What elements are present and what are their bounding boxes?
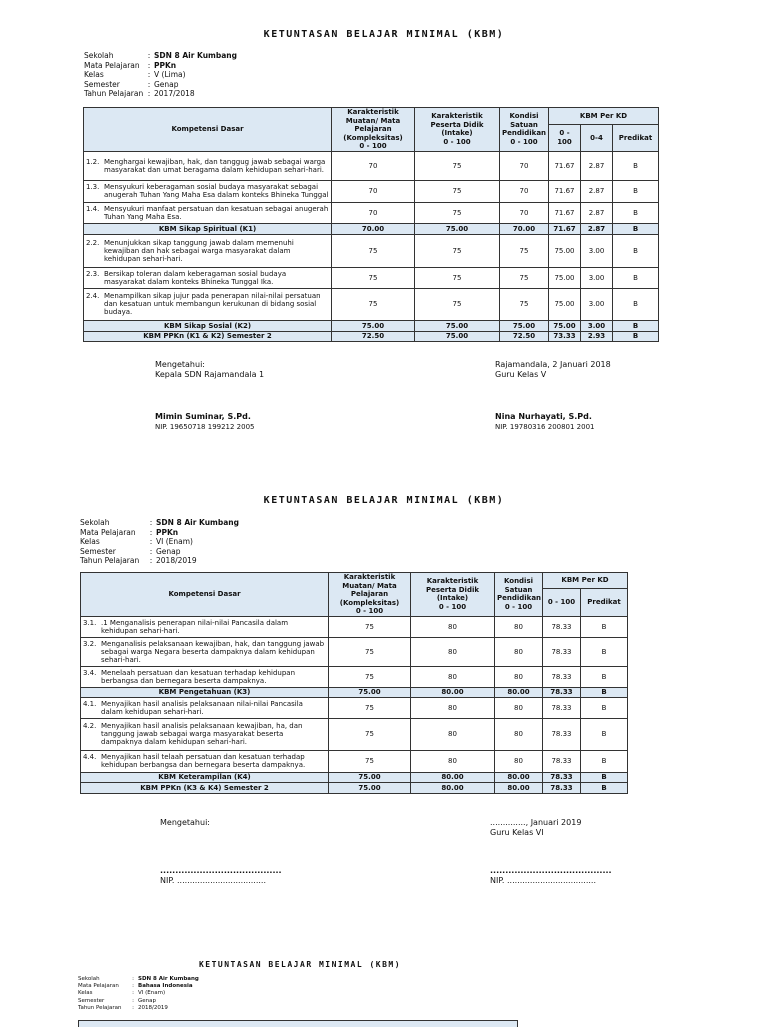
- info-label: Tahun Pelajaran: [84, 89, 144, 99]
- ks-value: 80.00: [495, 782, 543, 793]
- info-label: Sekolah: [80, 518, 110, 527]
- summary-label: KBM PPKn (K3 & K4) Semester 2: [81, 782, 329, 793]
- sign-position: Guru Kelas VI: [490, 828, 544, 837]
- predikat-value: B: [581, 772, 628, 782]
- ks-value: 70: [500, 202, 549, 223]
- info-label: Semester: [80, 546, 116, 556]
- info-label: Semester: [78, 997, 105, 1004]
- table-row: [81, 666, 628, 687]
- table-row: [81, 718, 628, 750]
- pd-value: 80: [411, 750, 495, 772]
- ks-value: 80: [495, 666, 543, 687]
- info-value: PPKn: [156, 527, 179, 537]
- pd-value: 75: [415, 180, 500, 202]
- kbm-value: 71.67: [549, 151, 581, 180]
- kd-text: .1 Menganalisis penerapan nilai-nilai Pancasila dalam kehidupan sehari-hari.: [101, 618, 289, 635]
- info-label: Kelas: [78, 990, 93, 997]
- pd-value: 80: [411, 697, 495, 718]
- kbm-value: 78.33: [543, 750, 581, 772]
- kd-number: 3.2.: [83, 639, 97, 648]
- pd-value: 75.00: [415, 223, 500, 234]
- kbm-scale4-value: 3.00: [581, 320, 613, 331]
- kd-cell: [84, 151, 332, 180]
- summary-label: KBM Sikap Sosial (K2): [84, 320, 332, 331]
- kbm-value: 75.00: [549, 234, 581, 267]
- info-value: Bahasa Indonesia: [138, 983, 193, 990]
- doc3-info: Sekolah : SDN 8 Air Kumbang Mata Pelajaran : Bahasa Indonesia Kelas : VI (Enam) Semester : Genap Tahun Pelajaran : 2018/2019: [78, 976, 199, 1011]
- info-value: PPKn: [154, 60, 177, 70]
- km-value: 72.50: [332, 331, 415, 341]
- kd-cell: [84, 180, 332, 202]
- kd-cell: [84, 267, 332, 288]
- kbm-value: 78.33: [543, 687, 581, 697]
- info-value: Genap: [156, 546, 181, 556]
- kd-number: 1.3.: [86, 183, 100, 192]
- predikat-value: B: [581, 718, 628, 750]
- doc1-sign-right: [495, 360, 611, 432]
- pd-value: 75.00: [415, 320, 500, 331]
- info-value: SDN 8 Air Kumbang: [154, 51, 238, 60]
- summary-row: [81, 687, 628, 697]
- table-row: [84, 180, 659, 202]
- kd-text: Menyajikan hasil telaah persatuan dan kesatuan terhadap kehidupan berbangsa dan bernegara beserta dampaknya.: [101, 753, 306, 770]
- kbm-scale4-value: 2.87: [581, 223, 613, 234]
- kbm-scale4-value: 2.87: [581, 202, 613, 223]
- predikat-value: B: [613, 202, 659, 223]
- pd-value: 75: [415, 288, 500, 320]
- kbm-table-1: [83, 107, 659, 342]
- kbm-value: 78.33: [543, 772, 581, 782]
- kd-cell: [81, 697, 329, 718]
- kd-number: 4.1.: [83, 699, 97, 708]
- kbm-scale4-value: 3.00: [581, 234, 613, 267]
- sign-name: Nina Nurhayati, S.Pd.: [495, 412, 592, 421]
- sign-name: Mimin Suminar, S.Pd.: [155, 412, 251, 421]
- kd-cell: [84, 202, 332, 223]
- table-row: [84, 202, 659, 223]
- kbm-scale4-value: 2.87: [581, 151, 613, 180]
- summary-label: KBM PPKn (K1 & K2) Semester 2: [84, 331, 332, 341]
- summary-row: [84, 331, 659, 341]
- km-value: 75.00: [329, 687, 411, 697]
- predikat-value: B: [581, 750, 628, 772]
- sign-label: Mengetahui:: [160, 818, 210, 827]
- km-value: 75: [329, 637, 411, 666]
- sign-label: Mengetahui:: [155, 360, 205, 369]
- table-row: [84, 151, 659, 180]
- pd-value: 80.00: [411, 782, 495, 793]
- km-value: 75: [332, 234, 415, 267]
- info-label: Mata Pelajaran: [84, 60, 140, 70]
- ks-value: 80: [495, 697, 543, 718]
- info-label: Mata Pelajaran: [80, 527, 136, 537]
- table-row: [81, 697, 628, 718]
- table-row: [84, 234, 659, 267]
- pd-value: 80: [411, 637, 495, 666]
- kd-text: Mensyukuri manfaat persatuan dan kesatuan sebagai anugerah Tuhan Yang Maha Esa.: [104, 204, 329, 221]
- km-value: 75: [329, 718, 411, 750]
- pd-value: 75: [415, 202, 500, 223]
- kbm-scale4-value: 2.87: [581, 180, 613, 202]
- header-karakteristik-muatan: Karakteristik Muatan/ Mata Pelajaran (Kompleksitas) 0 - 100: [332, 108, 415, 152]
- table-row: [81, 750, 628, 772]
- predikat-value: B: [613, 234, 659, 267]
- doc1-info: Sekolah : SDN 8 Air Kumbang Mata Pelajaran : PPKn Kelas : V (Lima) Semester : Genap Tahun Pelajaran : 2017/2018: [84, 51, 238, 99]
- ks-value: 80: [495, 616, 543, 637]
- kd-text: Menyajikan hasil analisis pelaksanaan kewajiban, ha, dan tanggung jawab sebagai warga masyarakat beserta dampaknya dalam kehidupan sehari-hari.: [101, 722, 303, 747]
- predikat-value: B: [613, 267, 659, 288]
- info-label: Kelas: [80, 537, 100, 547]
- header-scale-100: 0 - 100: [549, 124, 581, 151]
- kd-text: Menunjukkan sikap tanggung jawab dalam memenuhi kewajiban dan hak sebagai warga masyarakat dalam kehidupan sehari-hari.: [104, 238, 294, 263]
- header-kompetensi-dasar: Kompetensi Dasar: [84, 108, 332, 152]
- sign-place-date: Rajamandala, 2 Januari 2018: [495, 360, 611, 369]
- kd-cell: [81, 616, 329, 637]
- doc2-sign-left: [160, 818, 282, 886]
- pd-value: 80: [411, 666, 495, 687]
- info-value: V (Lima): [154, 70, 186, 80]
- kd-number: 4.4.: [83, 753, 97, 762]
- kbm-value: 78.33: [543, 637, 581, 666]
- predikat-value: B: [613, 331, 659, 341]
- km-value: 70: [332, 202, 415, 223]
- sign-position: Guru Kelas V: [495, 370, 547, 379]
- predikat-value: B: [581, 616, 628, 637]
- header-kbm-per-kd: KBM Per KD: [543, 573, 628, 589]
- header-scale-100: 0 - 100: [543, 589, 581, 617]
- summary-label: KBM Pengetahuan (K3): [81, 687, 329, 697]
- summary-row: [84, 223, 659, 234]
- info-value: 2017/2018: [154, 89, 195, 99]
- doc1-title: KETUNTASAN BELAJAR MINIMAL (KBM): [263, 29, 505, 40]
- kbm-scale4-value: 3.00: [581, 288, 613, 320]
- kbm-value: 71.67: [549, 180, 581, 202]
- ks-value: 80: [495, 637, 543, 666]
- ks-value: 70: [500, 151, 549, 180]
- kbm-scale4-value: 3.00: [581, 267, 613, 288]
- km-value: 75: [332, 288, 415, 320]
- km-value: 75: [329, 697, 411, 718]
- predikat-value: B: [613, 151, 659, 180]
- predikat-value: B: [581, 782, 628, 793]
- kbm-value: 75.00: [549, 288, 581, 320]
- kbm-scale4-value: 2.93: [581, 331, 613, 341]
- header-predikat: Predikat: [613, 124, 659, 151]
- pd-value: 80: [411, 718, 495, 750]
- header-kompetensi-dasar: Kompetensi Dasar: [81, 573, 329, 617]
- ks-value: 80: [495, 718, 543, 750]
- info-label: Tahun Pelajaran: [80, 556, 140, 566]
- ks-value: 70: [500, 180, 549, 202]
- kd-text: Mensyukuri keberagaman sosial budaya masyarakat sebagai anugerah Tuhan Yang Maha Esa dalam konteks Bhineka Tunggal: [104, 183, 329, 200]
- ks-value: 80.00: [495, 687, 543, 697]
- info-label: Semester: [84, 79, 120, 89]
- sign-nip: NIP. 19780316 200801 2001: [495, 423, 595, 431]
- kd-number: 1.4.: [86, 204, 100, 213]
- predikat-value: B: [613, 320, 659, 331]
- kd-text: Menyajikan hasil analisis pelaksanaan nilai-nilai Pancasila dalam kehidupan sehari-hari.: [101, 699, 303, 716]
- ks-value: 70.00: [500, 223, 549, 234]
- pd-value: 80.00: [411, 687, 495, 697]
- info-label: Sekolah: [84, 51, 114, 60]
- kd-number: 2.2.: [86, 238, 100, 247]
- predikat-value: B: [613, 223, 659, 234]
- header-kbm-per-kd: KBM Per KD: [549, 108, 659, 125]
- kbm-value: 71.67: [549, 202, 581, 223]
- pd-value: 75: [415, 234, 500, 267]
- kd-text: Menelaah persatuan dan kesatuan terhadap kehidupan berbangsa dan bernegara beserta dampaknya.: [101, 668, 296, 685]
- summary-row: [81, 772, 628, 782]
- predikat-value: B: [613, 180, 659, 202]
- table-row: [81, 616, 628, 637]
- summary-row: [81, 782, 628, 793]
- kbm-value: 75.00: [549, 320, 581, 331]
- info-value: SDN 8 Air Kumbang: [156, 518, 240, 527]
- predikat-value: B: [581, 637, 628, 666]
- doc1-sign-left: [155, 360, 264, 432]
- kbm-value: 73.33: [549, 331, 581, 341]
- kbm-value: 78.33: [543, 782, 581, 793]
- header-kondisi-satuan: Kondisi Satuan Pendidikan 0 - 100: [500, 108, 549, 152]
- summary-label: KBM Keterampilan (K4): [81, 772, 329, 782]
- table-row: [84, 288, 659, 320]
- sign-name: ........................................: [160, 866, 282, 875]
- kbm-value: 78.33: [543, 616, 581, 637]
- ks-value: 75: [500, 288, 549, 320]
- info-value: 2018/2019: [156, 556, 197, 566]
- kd-cell: [81, 666, 329, 687]
- km-value: 75: [329, 666, 411, 687]
- kd-text: Menganalisis pelaksanaan kewajiban, hak, dan tanggung jawab sebagai warga Negara beserta dampaknya dalam kehidupan sehari-hari.: [101, 639, 325, 664]
- kd-cell: [81, 637, 329, 666]
- sign-nip: NIP. 19650718 199212 2005: [155, 423, 255, 431]
- doc3-title: KETUNTASAN BELAJAR MINIMAL (KBM): [198, 960, 402, 969]
- header-predikat: Predikat: [581, 589, 628, 617]
- kd-text: Menghargai kewajiban, hak, dan tanggug jawab sebagai warga masyarakat dan umat beragama dalam kehidupan sehari-hari.: [104, 157, 326, 174]
- ks-value: 75: [500, 267, 549, 288]
- info-value: SDN 8 Air Kumbang: [138, 976, 199, 982]
- sign-nip: NIP. ...................................: [160, 876, 267, 885]
- kbm-value: 78.33: [543, 666, 581, 687]
- header-scale-4: 0-4: [581, 124, 613, 151]
- kd-text: Menampilkan sikap jujur pada penerapan nilai-nilai persatuan dan kesatuan untuk membangun kerukunan di bidang sosial budaya.: [104, 292, 321, 317]
- sign-name: ........................................: [490, 866, 612, 875]
- kbm-value: 78.33: [543, 718, 581, 750]
- km-value: 70.00: [332, 223, 415, 234]
- km-value: 75.00: [332, 320, 415, 331]
- ks-value: 80.00: [495, 772, 543, 782]
- info-value: VI (Enam): [138, 990, 166, 997]
- info-value: Genap: [154, 79, 179, 89]
- km-value: 70: [332, 180, 415, 202]
- summary-row: [84, 320, 659, 331]
- predikat-value: B: [581, 697, 628, 718]
- doc2-title: KETUNTASAN BELAJAR MINIMAL (KBM): [263, 495, 505, 506]
- info-value: Genap: [138, 997, 156, 1004]
- kd-number: 4.2.: [83, 722, 97, 731]
- header-kondisi-satuan: Kondisi Satuan Pendidikan 0 - 100: [495, 573, 543, 617]
- km-value: 75.00: [329, 772, 411, 782]
- kd-number: 3.1.: [83, 618, 97, 627]
- kd-cell: [81, 718, 329, 750]
- pd-value: 80.00: [411, 772, 495, 782]
- kd-cell: [84, 234, 332, 267]
- predikat-value: B: [613, 288, 659, 320]
- sign-place-date: .............., Januari 2019: [490, 818, 582, 827]
- pd-value: 80: [411, 616, 495, 637]
- kd-text: Bersikap toleran dalam keberagaman sosial budaya masyarakat dalam konteks Bhineka Tunggal Ika.: [104, 269, 287, 286]
- kd-cell: [84, 288, 332, 320]
- info-label: Tahun Pelajaran: [78, 1004, 122, 1011]
- pd-value: 75: [415, 267, 500, 288]
- header-karakteristik-peserta: Karakteristik Peserta Didik (Intake) 0 - 100: [411, 573, 495, 617]
- header-karakteristik-peserta: Karakteristik Peserta Didik (Intake) 0 - 100: [415, 108, 500, 152]
- doc2-info: Sekolah : SDN 8 Air Kumbang Mata Pelajaran : PPKn Kelas : VI (Enam) Semester : Genap Tahun Pelajaran : 2018/2019: [80, 518, 240, 566]
- info-label: Mata Pelajaran: [78, 983, 119, 990]
- info-value: 2018/2019: [138, 1004, 168, 1011]
- info-label: Sekolah: [78, 976, 100, 982]
- doc2-sign-right: [490, 818, 612, 886]
- kd-number: 2.4.: [86, 292, 100, 301]
- sign-position: Kepala SDN Rajamandala 1: [155, 370, 265, 379]
- info-value: VI (Enam): [156, 537, 193, 547]
- km-value: 75.00: [329, 782, 411, 793]
- pd-value: 75.00: [415, 331, 500, 341]
- header-karakteristik-muatan: Karakteristik Muatan/ Mata Pelajaran (Kompleksitas) 0 - 100: [329, 573, 411, 617]
- kbm-value: 78.33: [543, 697, 581, 718]
- kbm-table-2: [80, 572, 628, 794]
- ks-value: 75.00: [500, 320, 549, 331]
- kbm-value: 71.67: [549, 223, 581, 234]
- km-value: 75: [332, 267, 415, 288]
- kd-number: 1.2.: [86, 157, 100, 166]
- summary-label: KBM Sikap Spiritual (K1): [84, 223, 332, 234]
- km-value: 75: [329, 616, 411, 637]
- ks-value: 72.50: [500, 331, 549, 341]
- ks-value: 80: [495, 750, 543, 772]
- table-row: [84, 267, 659, 288]
- predikat-value: B: [581, 666, 628, 687]
- kbm-value: 75.00: [549, 267, 581, 288]
- table-row: [81, 637, 628, 666]
- kd-cell: [81, 750, 329, 772]
- kd-number: 2.3.: [86, 269, 100, 278]
- sign-nip: NIP. ...................................: [490, 876, 597, 885]
- predikat-value: B: [581, 687, 628, 697]
- info-label: Kelas: [84, 70, 104, 80]
- pd-value: 75: [415, 151, 500, 180]
- km-value: 70: [332, 151, 415, 180]
- ks-value: 75: [500, 234, 549, 267]
- km-value: 75: [329, 750, 411, 772]
- kd-number: 3.4.: [83, 668, 97, 677]
